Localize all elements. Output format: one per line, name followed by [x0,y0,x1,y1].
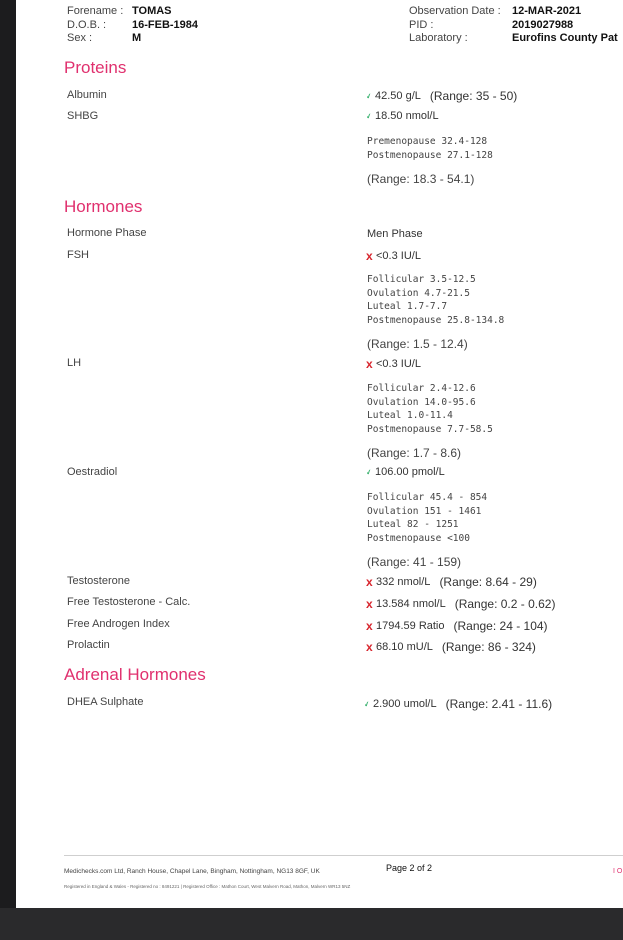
test-name-free-androgen-index: Free Androgen Index [67,618,170,630]
abnormal-x-icon: x [366,640,373,654]
dob-label: D.O.B. : [67,19,107,31]
range-shbg: (Range: 18.3 - 54.1) [367,172,475,186]
ref-fsh: Follicular 3.5-12.5 Ovulation 4.7-21.5 Luteal 1.7-7.7 Postmenopause 25.8-134.8 [367,274,505,326]
ref-oestradiol: Follicular 45.4 - 854 Ovulation 151 - 1461 Luteal 82 - 1251 Postmenopause <100 [367,492,488,544]
test-name-prolactin: Prolactin [67,639,110,651]
abnormal-x-icon: x [366,249,373,263]
observation-date-value: 12-MAR-2021 [512,5,582,17]
normal-check-icon: ✔ [365,468,374,478]
test-name-dhea-sulphate: DHEA Sulphate [67,696,144,708]
result-albumin: ✔ 42.50 g/L (Range: 35 - 50) [365,89,518,103]
dob-value: 16-FEB-1984 [132,19,199,31]
report-page [16,0,623,908]
section-adrenal-hormones: Adrenal Hormones [64,665,206,684]
ref-lh: Follicular 2.4-12.6 Ovulation 14.0-95.6 Luteal 1.0-11.4 Postmenopause 7.7-58.5 [367,383,493,435]
footer-registered: Registered in England & Wales - Registered no : 8491221 | Registered Office : Mathon Court, West Malvern Road, Mathon, Malvern WR13 5NZ [64,884,351,889]
footer-right-fragment: I O [613,868,623,875]
test-name-lh: LH [67,357,82,369]
result-prolactin: x 68.10 mU/L (Range: 86 - 324) [366,640,536,654]
sex-value: M [132,32,142,44]
test-name-free-testosterone: Free Testosterone - Calc. [67,596,191,608]
footer-address: Medichecks.com Ltd, Ranch House, Chapel Lane, Bingham, Nottingham, NG13 8GF, UK [64,868,320,875]
test-name-shbg: SHBG [67,110,99,122]
normal-check-icon: ✔ [365,92,374,102]
abnormal-x-icon: x [366,575,373,589]
result-fsh: x <0.3 IU/L [366,249,421,263]
result-lh: x <0.3 IU/L [366,357,421,371]
test-name-testosterone: Testosterone [67,575,130,587]
abnormal-x-icon: x [366,597,373,611]
result-free-testosterone: x 13.584 nmol/L (Range: 0.2 - 0.62) [366,597,556,611]
test-name-fsh: FSH [67,249,89,261]
laboratory-label: Laboratory : [409,32,468,44]
viewer-bottom-bar [0,908,623,940]
range-lh: (Range: 1.7 - 8.6) [367,446,462,460]
observation-date-label: Observation Date : [409,5,501,17]
abnormal-x-icon: x [366,357,373,371]
range-oestradiol: (Range: 41 - 159) [367,555,462,569]
test-name-hormone-phase: Hormone Phase [67,227,147,239]
section-proteins: Proteins [64,58,127,77]
result-hormone-phase: Men Phase [367,228,423,240]
result-shbg: ✔ 18.50 nmol/L [365,110,439,122]
section-hormones: Hormones [64,197,143,216]
sex-label: Sex : [67,32,93,44]
normal-check-icon: ✔ [363,700,372,710]
range-fsh: (Range: 1.5 - 12.4) [367,337,468,351]
result-testosterone: x 332 nmol/L (Range: 8.64 - 29) [366,575,537,589]
normal-check-icon: ✔ [365,112,374,122]
test-name-oestradiol: Oestradiol [67,466,118,478]
pid-label: PID : [409,19,434,31]
forename-value: TOMAS [132,5,172,17]
footer-divider [64,855,623,856]
test-name-albumin: Albumin [67,89,107,101]
result-oestradiol: ✔ 106.00 pmol/L [365,466,445,478]
result-dhea-sulphate: ✔ 2.900 umol/L (Range: 2.41 - 11.6) [363,697,553,711]
abnormal-x-icon: x [366,619,373,633]
laboratory-value: Eurofins County Pat [512,32,618,44]
result-free-androgen-index: x 1794.59 Ratio (Range: 24 - 104) [366,619,548,633]
ref-shbg: Premenopause 32.4-128 Postmenopause 27.1-128 [367,136,493,161]
pid-value: 2019027988 [512,19,574,31]
forename-label: Forename : [67,5,124,17]
page-number: Page 2 of 2 [386,863,433,873]
